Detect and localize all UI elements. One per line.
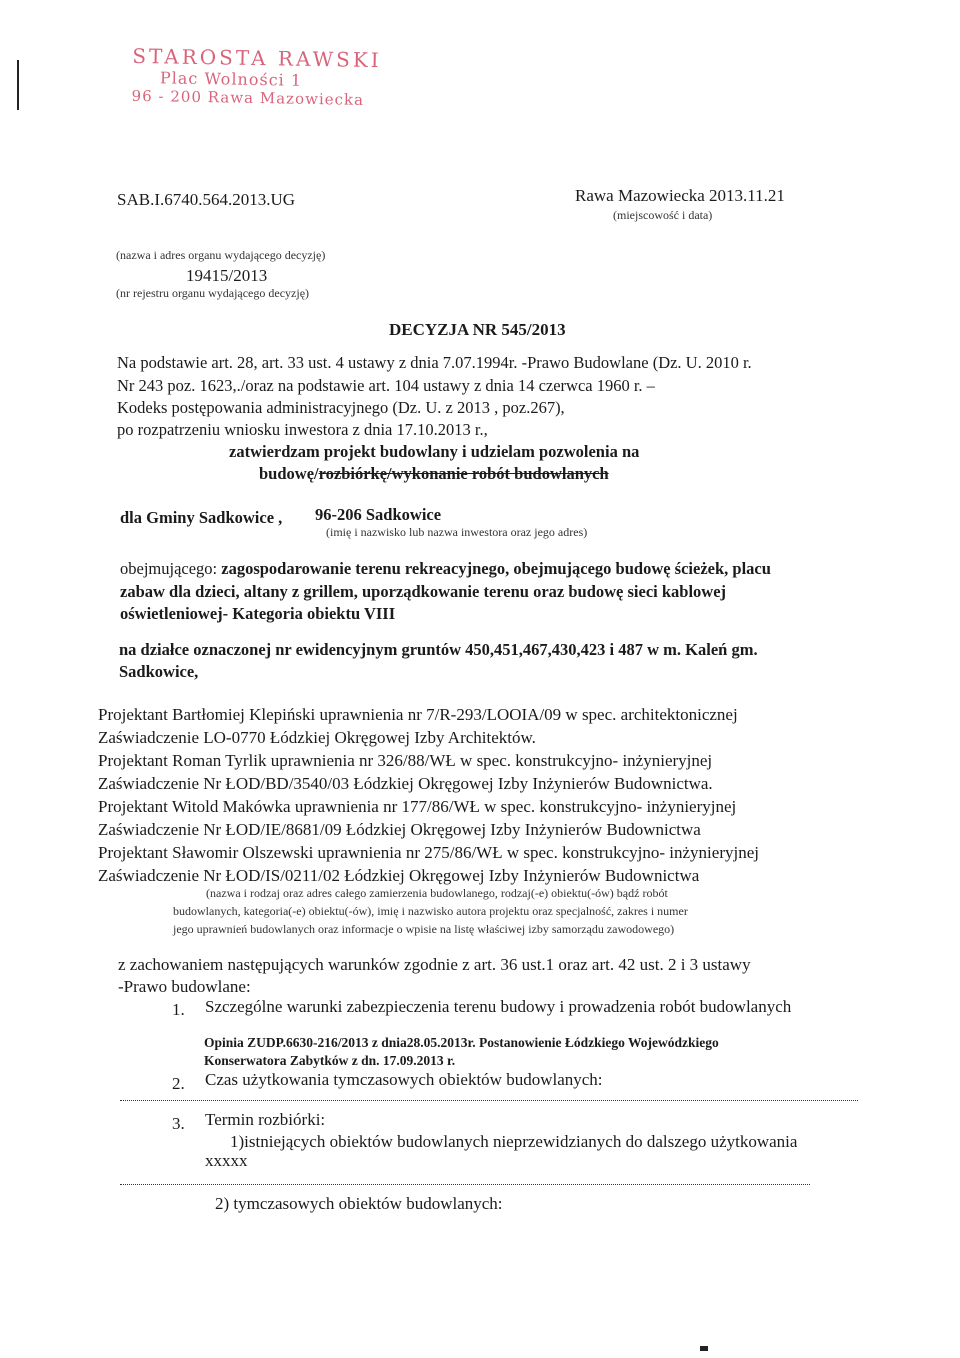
designer-line-3: Projektant Roman Tyrlik uprawnienia nr 326/88/WŁ w spec. konstrukcyjno- inżynieryjnej	[98, 751, 713, 770]
investor-address: 96-206 Sadkowice	[315, 505, 442, 524]
condition-2-blank-line	[120, 1100, 858, 1101]
designer-line-7: Projektant Sławomir Olszewski uprawnienia nr 275/86/WŁ w spec. konstrukcyjno- inżynieryjnej	[98, 843, 759, 862]
condition-3-sub-2: 2) tymczasowych obiektów budowlanych:	[215, 1194, 503, 1213]
scope-line-3: oświetleniowej- Kategoria obiektu VIII	[120, 604, 396, 623]
basis-line-3: Kodeks postępowania administracyjnego (Dz. U. z 2013 , poz.267),	[117, 398, 565, 417]
condition-1-text: Szczególne warunki zabezpieczenia terenu budowy i prowadzenia robót budowlanych	[205, 997, 792, 1016]
place-date-caption: (miejscowość i data)	[613, 208, 713, 222]
designer-line-6: Zaświadczenie Nr ŁOD/IE/8681/09 Łódzkiej Okręgowej Izby Inżynierów Budownictwa	[98, 820, 701, 839]
designer-line-5: Projektant Witold Makówka uprawnienia nr 177/86/WŁ w spec. konstrukcyjno- inżynieryjnej	[98, 797, 737, 816]
opinion-line-1: Opinia ZUDP.6630-216/2013 z dnia28.05.2013r. Postanowienie Łódzkiego Wojewódzkiego	[204, 1035, 719, 1050]
conditions-intro-1: z zachowaniem następujących warunków zgodnie z art. 36 ust.1 oraz art. 42 ust. 2 i 3 ustawy	[118, 955, 751, 974]
designer-line-2: Zaświadczenie LO-0770 Łódzkiej Okręgowej Izby Architektów.	[98, 728, 536, 747]
condition-1-number: 1.	[172, 1000, 185, 1019]
condition-3-blank-line	[120, 1184, 810, 1185]
stamp-line-3: 96 - 200 Rawa Mazowiecka	[131, 86, 365, 109]
scope-line-1	[120, 559, 771, 579]
basis-line-1: Na podstawie art. 28, art. 33 ust. 4 ustawy z dnia 7.07.1994r. -Prawo Budowlane (Dz. U. 2010 r.	[117, 353, 752, 372]
investor-prefix: dla Gminy Sadkowice ,	[120, 508, 283, 527]
designer-line-8: Zaświadczenie Nr ŁOD/IS/0211/02 Łódzkiej Okręgowej Izby Inżynierów Budownictwa	[98, 866, 700, 885]
conditions-intro-2: -Prawo budowlane:	[118, 977, 251, 996]
investor-caption: (imię i nazwisko lub nazwa inwestora oraz jego adres)	[326, 525, 588, 539]
organ-caption: (nazwa i adres organu wydającego decyzję)	[116, 248, 326, 262]
condition-3-number: 3.	[172, 1114, 185, 1133]
opinion-line-2: Konserwatora Zabytków z dn. 17.09.2013 r.	[204, 1053, 456, 1068]
approval-line-2	[259, 464, 609, 484]
case-number: SAB.I.6740.564.2013.UG	[117, 190, 296, 209]
designers-caption-1: (nazwa i rodzaj oraz adres całego zamierzenia budowlanego, rodzaj(-e) obiektu(-ów) bądź robót	[206, 886, 668, 900]
basis-line-4: po rozpatrzeniu wniosku inwestora z dnia 17.10.2013 r.,	[117, 420, 488, 439]
condition-2-text: Czas użytkowania tymczasowych obiektów budowlanych:	[205, 1070, 603, 1089]
scan-margin-line	[17, 60, 19, 110]
scope-line-2: zabaw dla dzieci, altany z grillem, uporządkowanie terenu oraz budowę sieci kablowej	[120, 582, 727, 601]
condition-3-sub-1: 1)istniejących obiektów budowlanych nieprzewidzianych do dalszego użytkowania	[230, 1132, 798, 1151]
designer-line-1: Projektant Bartłomiej Klepiński uprawnienia nr 7/R-293/LOOIA/09 w spec. architektonicznej	[98, 705, 738, 724]
scope-label: obejmującego:	[120, 559, 218, 578]
designers-caption-2: budowlanych, kategoria(-e) obiektu(-ów), imię i nazwisko autora projektu oraz specjalność, zakres i numer	[173, 904, 688, 918]
register-caption: (nr rejestru organu wydającego decyzję)	[116, 286, 310, 300]
condition-3-sub-1-value: xxxxx	[205, 1151, 248, 1170]
scan-speck	[700, 1346, 708, 1351]
stamp-line-2: Plac Wolności 1	[159, 68, 303, 90]
basis-line-2: Nr 243 poz. 1623,./oraz na podstawie art. 104 ustawy z dnia 14 czerwca 1960 r. –	[117, 376, 655, 395]
designer-line-4: Zaświadczenie Nr ŁOD/BD/3540/03 Łódzkiej Okręgowej Izby Inżynierów Budownictwa.	[98, 774, 713, 793]
scope-text-1: zagospodarowanie terenu rekreacyjnego, obejmującego budowę ścieżek, placu	[221, 559, 771, 578]
condition-2-number: 2.	[172, 1074, 185, 1093]
condition-3-text: Termin rozbiórki:	[205, 1110, 326, 1129]
designers-caption-3: jego uprawnień budowlanych oraz informacje o wpisie na listę właściwej izby samorządu zawodowego)	[173, 922, 675, 936]
approval-prefix: budowę/	[259, 464, 319, 483]
stamp-line-1: STAROSTA RAWSKI	[132, 43, 382, 73]
parcel-line-1: na działce oznaczonej nr ewidencyjnym gruntów 450,451,467,430,423 i 487 w m. Kaleń gm.	[119, 640, 758, 659]
approval-struck-text: rozbiórkę/wykonanie robót budowlanych	[318, 464, 609, 483]
office-stamp	[131, 44, 381, 109]
register-number: 19415/2013	[186, 266, 268, 285]
parcel-line-2: Sadkowice,	[119, 662, 199, 681]
place-date: Rawa Mazowiecka 2013.11.21	[575, 186, 785, 205]
approval-line-1: zatwierdzam projekt budowlany i udzielam pozwolenia na	[229, 442, 640, 461]
decision-title: DECYZJA NR 545/2013	[389, 320, 566, 339]
